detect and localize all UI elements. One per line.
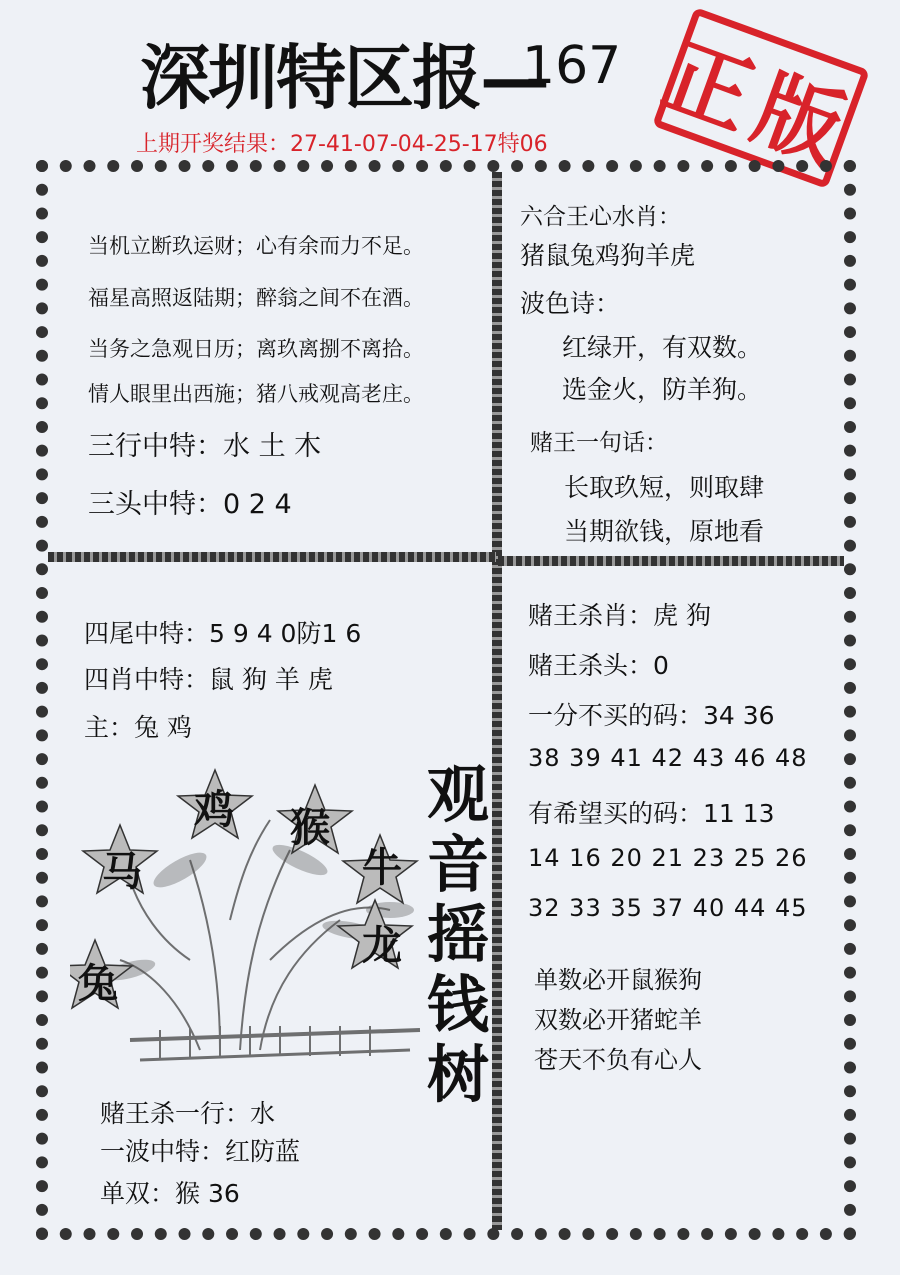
zodiac-star-label: 兔 [78,960,118,1007]
poem-line: 当机立断玖运财；心有余而力不足。 [88,234,424,258]
divider-horizontal-left [48,552,496,562]
vertical-title-char: 摇 [426,898,489,971]
kill-head: 赌王杀头：0 [528,651,669,680]
hope-numbers-row: 32 33 35 37 40 44 45 [528,894,808,922]
liuhe-label: 六合王心水肖： [520,204,681,230]
color-poem-line: 选金火，防羊狗。 [562,375,763,404]
saying-line: 长取玖短，则取肆 [564,473,765,502]
zodiac-star-label: 鸡 [194,786,234,833]
vertical-title-char: 树 [426,1038,489,1111]
zodiac-star-label: 猴 [290,804,330,851]
zodiac-star-label: 马 [102,848,142,895]
saying-label: 赌王一句话： [530,430,668,456]
zodiac-star-label: 牛 [362,844,402,891]
one-wave: 一波中特：红防蓝 [100,1137,301,1166]
issue-number: 167 [522,36,622,96]
four-zodiacs: 四肖中特：鼠 狗 羊 虎 [84,665,333,694]
saying-line: 当期欲钱，原地看 [564,517,765,546]
odd-even: 单双：猴 36 [100,1179,240,1208]
poem-line: 福星高照返陆期；醉翁之间不在酒。 [88,286,424,310]
page-title: 深圳特区报— [140,36,548,119]
poem-line: 当务之急观日历；离玖离捌不离拾。 [88,337,424,361]
hope-numbers-label: 有希望买的码：11 13 [528,799,775,828]
closing-line: 单数必开鼠猴狗 [534,966,702,994]
vertical-title-char: 音 [426,828,489,901]
vertical-title-char: 观 [426,758,489,831]
closing-line: 苍天不负有心人 [534,1046,702,1074]
four-tails: 四尾中特：5 9 4 0防1 6 [84,619,362,648]
three-heads: 三头中特：0 2 4 [88,489,292,520]
authentic-stamp: 正版 [652,7,870,189]
kill-element: 赌王杀一行：水 [100,1099,276,1128]
vertical-title-char: 钱 [426,968,489,1041]
closing-line: 双数必开猪蛇羊 [534,1006,702,1034]
vertical-title [418,760,498,1110]
color-poem-line: 红绿开，有双数。 [562,333,763,362]
color-poem-label: 波色诗： [520,289,621,318]
no-buy-numbers-label: 一分不买的码：34 36 [528,701,775,730]
three-elements: 三行中特：水 土 木 [88,431,322,462]
last-draw-result: 上期开奖结果：27-41-07-04-25-17特06 [136,132,548,157]
zodiac-star-label: 龙 [362,922,402,969]
main-zodiacs: 主：兔 鸡 [84,713,192,742]
hope-numbers-row: 14 16 20 21 23 25 26 [528,844,808,872]
no-buy-numbers: 38 39 41 42 43 46 48 [528,744,808,772]
liuhe-value: 猪鼠兔鸡狗羊虎 [520,241,696,270]
poem-line: 情人眼里出西施；猪八戒观高老庄。 [88,382,424,406]
kill-zodiac: 赌王杀肖：虎 狗 [528,601,711,630]
divider-horizontal-right [498,556,844,566]
